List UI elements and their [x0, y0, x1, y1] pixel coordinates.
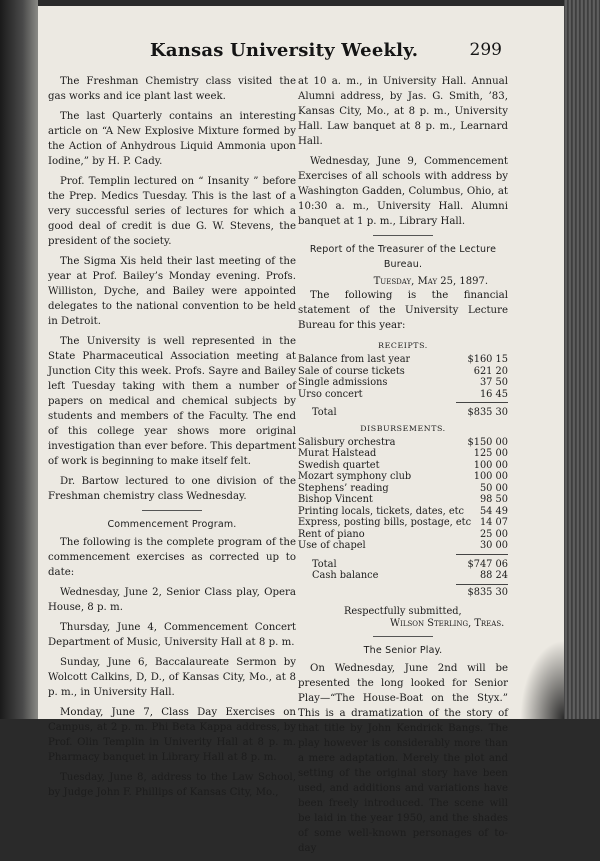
- commencement-heading: Commencement Program.: [107, 519, 237, 530]
- ledger-row: [298, 366, 508, 378]
- ledger-label: Stephens’ reading: [298, 482, 389, 494]
- ledger-row: [298, 506, 508, 518]
- left-column: [48, 74, 296, 805]
- sum-rule: [456, 402, 508, 403]
- cash-balance-row: [298, 570, 508, 582]
- ledger-row: [298, 460, 508, 472]
- ledger-amount: 98 50: [479, 494, 508, 505]
- ledger-label: Use of chapel: [298, 540, 366, 551]
- sum-rule: [456, 554, 508, 555]
- ledger-amount: $747 06: [467, 558, 508, 570]
- ledger-label: Urso concert: [298, 388, 363, 400]
- ledger-amount: 54 49: [479, 505, 508, 517]
- ledger-label: Sale of course tickets: [298, 365, 405, 377]
- ledger-label: Bishop Vincent: [298, 494, 373, 505]
- ledger-label: Mozart symphony club: [298, 471, 412, 482]
- ledger-label: Salisbury orchestra: [298, 436, 396, 448]
- book-binding-left: [0, 0, 38, 719]
- ledger-amount: 100 00: [473, 459, 508, 471]
- ledger-amount: 88 24: [479, 570, 508, 581]
- grand-total-row: [298, 587, 508, 599]
- news-item: The University is well represented in the State Pharmaceutical Association meeting at Junction City this week. Profs. Sayre and Bailey left Tuesday taking with them a number of papers on medical and chemical subjects by students and members of the Faculty. The end of this college year shows more original investigation than ever before. This department of work is beginning to make itself felt.: [48, 336, 296, 467]
- ledger-amount: 50 00: [479, 482, 508, 494]
- ledger-label: Rent of piano: [298, 528, 365, 540]
- commencement-intro: The following is the complete program of the commencement exercises as corrected up to date:: [48, 537, 296, 578]
- ledger-row: [298, 540, 508, 552]
- ledger-amount: 16 45: [479, 388, 508, 400]
- ledger-label: Total: [312, 558, 337, 570]
- ledger-amount: $160 15: [467, 354, 508, 365]
- ledger-row: [298, 494, 508, 506]
- disbursements-label: DISBURSEMENTS.: [360, 423, 446, 433]
- program-item: Sunday, June 6, Baccalaureate Sermon by Wolcott Calkins, D, D., of Kansas City, Mo., at 8 p. m., in University Hall.: [48, 657, 296, 698]
- program-item: Wednesday, June 2, Senior Class play, Opera House, 8 p. m.: [48, 587, 296, 613]
- section-divider: [373, 636, 433, 637]
- thumb-shadow: [520, 640, 564, 719]
- book-page-edges-right: [564, 0, 600, 719]
- ledger-label: Total: [312, 407, 337, 418]
- ledger-amount: 125 00: [473, 448, 508, 459]
- disbursements-total-row: [298, 559, 508, 571]
- ledger-label: Printing locals, tickets, dates, etc: [298, 505, 465, 517]
- page-header: [150, 40, 510, 68]
- ledger-label: Cash balance: [312, 570, 379, 581]
- ledger-row: [298, 529, 508, 541]
- ledger-row: [298, 471, 508, 483]
- sum-rule: [456, 584, 508, 585]
- ledger-label: Murat Halstead: [298, 448, 377, 459]
- ledger-label: Swedish quartet: [298, 459, 380, 471]
- ledger-label: Balance from last year: [298, 354, 411, 365]
- senior-play-heading: The Senior Play.: [363, 645, 443, 656]
- page-number: 299: [469, 40, 502, 60]
- ledger-label: Single admissions: [298, 377, 388, 388]
- ledger-row: [298, 389, 508, 401]
- signoff: Respectfully submitted,: [344, 606, 462, 617]
- report-intro: The following is the financial statement of the University Lecture Bureau for this year:: [298, 290, 508, 331]
- news-item: The last Quarterly contains an interesting article on “A New Explosive Mixture formed by the Action of Anhydrous Liquid Ammonia upon Iodine,” by H. P. Cady.: [48, 111, 296, 167]
- ledger-amount: 621 20: [473, 365, 508, 377]
- treasurer-signature: Wilson Sterling, Treas.: [390, 618, 505, 629]
- ledger-amount: $150 00: [467, 436, 508, 448]
- news-item: Dr. Bartow lectured to one division of the Freshman chemistry class Wednesday.: [48, 476, 296, 502]
- program-item: Wednesday, June 9, Commencement Exercises of all schools with address by Washington Gadden, Columbus, Ohio, at 10:30 a. m., University Hall. Alumni banquet at 1 p. m., Library Hall.: [298, 156, 508, 227]
- program-continuation: at 10 a. m., in University Hall. Annual Alumni address, by Jas. G. Smith, ’83, Kansas City, Mo., at 8 p. m., University Hall. Law banquet at 8 p. m., Learnard Hall.: [298, 76, 508, 147]
- ledger-amount: $835 30: [467, 586, 508, 598]
- ledger-row: [298, 377, 508, 389]
- ledger-label: Express, posting bills, postage, etc: [298, 517, 472, 528]
- news-item: The Freshman Chemistry class visited the gas works and ice plant last week.: [48, 76, 296, 102]
- program-item: Monday, June 7, Class Day Exercises on Campus, at 2 p. m. Phi Beta Kappa address, by Prof. Olin Templin in Univerity Hall at 8 p. m. Pharmacy banquet in Library Hall at 8 p. m.: [48, 707, 296, 763]
- program-item: Thursday, June 4, Commencement Concert Department of Music, University Hall at 8 p. m.: [48, 622, 296, 648]
- ledger-amount: 14 07: [479, 517, 508, 528]
- section-divider: [142, 510, 202, 511]
- news-item: Prof. Templin lectured on “ Insanity ” before the Prep. Medics Tuesday. This is the last of a very successful series of lectures for which a good deal of credit is due G. W. Stevens, the president of the society.: [48, 176, 296, 247]
- report-date: Tuesday, May 25, 1897.: [373, 276, 488, 287]
- receipts-label: RECEIPTS.: [378, 341, 428, 350]
- ledger-row: [298, 448, 508, 460]
- ledger-amount: 37 50: [479, 377, 508, 388]
- right-column: [298, 74, 508, 861]
- ledger-row: [298, 437, 508, 449]
- ledger-row: [298, 517, 508, 529]
- section-divider: [373, 235, 433, 236]
- program-item: Tuesday, June 8, address to the Law School, by Judge John F. Phillips of Kansas City, Mo.,: [48, 772, 296, 798]
- ledger-amount: $835 30: [467, 407, 508, 418]
- journal-title: Kansas University Weekly.: [150, 40, 419, 61]
- news-item: The Sigma Xis held their last meeting of the year at Prof. Bailey’s Monday evening. Profs. Williston, Dyche, and Bailey were appointed delegates to the national convention to be held in Detroit.: [48, 256, 296, 327]
- receipts-total-row: [298, 407, 508, 419]
- ledger-amount: 25 00: [479, 528, 508, 540]
- ledger-amount: 100 00: [473, 471, 508, 482]
- ledger-row: [298, 354, 508, 366]
- senior-play-text: On Wednesday, June 2nd will be presented the long looked for Senior Play—“The House-Boat on the Styx.” This is a dramatization of the story of that title by John Kendrick Bangs. The play however is considerably more than a mere adaptation. Merely the plot and setting of the original story have been used, and additions and variations have been freely introduced. The scene will be laid in the year 1950, and the shades of some well-known personages of to-day: [298, 663, 508, 854]
- ledger-amount: 30 00: [479, 540, 508, 551]
- ledger-row: [298, 483, 508, 495]
- disbursements-list: [298, 437, 508, 599]
- report-heading: Report of the Treasurer of the Lecture Bureau.: [309, 244, 497, 270]
- receipts-list: [298, 354, 508, 419]
